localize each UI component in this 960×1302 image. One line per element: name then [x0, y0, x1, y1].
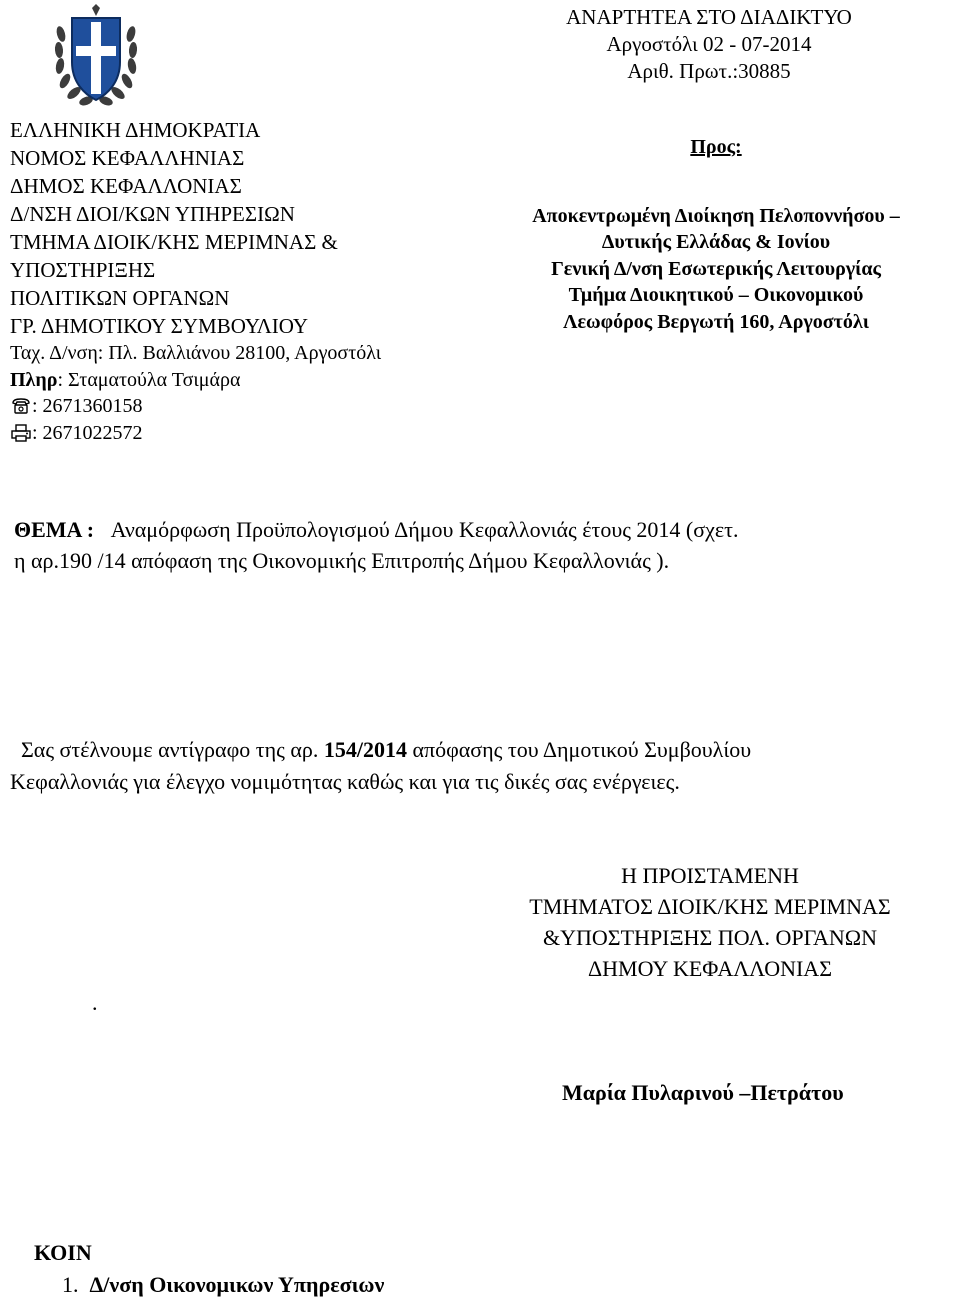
fax-icon	[10, 424, 32, 442]
document-date: Αργοστόλι 02 - 07-2014	[606, 32, 812, 56]
sender-line: ΔΗΜΟΣ ΚΕΦΑΛΛΟΝΙΑΣ	[10, 174, 242, 198]
phone-number: : 2671360158	[32, 395, 143, 417]
body-text-start: Σας στέλνουμε αντίγραφο της αρ.	[21, 737, 319, 762]
body-line-2: Κεφαλλονιάς για έλεγχο νομιμότητας καθώς και για τις δικές σας ενέργειες.	[10, 769, 680, 794]
decision-number: 154/2014	[323, 737, 407, 762]
subject-label: ΘΕΜΑ :	[14, 517, 95, 542]
signature-block	[478, 860, 942, 984]
recipient-block	[490, 134, 942, 335]
subject-text-2: η αρ.190 /14 απόφαση της Οικονομικής Επιτροπής Δήμου Κεφαλλονιάς ).	[14, 548, 670, 573]
sender-line: Δ/ΝΣΗ ΔΙΟΙ/ΚΩΝ ΥΠΗΡΕΣΙΩΝ	[10, 202, 295, 226]
sender-address: Ταχ. Δ/νση: Πλ. Βαλλιάνου 28100, Αργοστόλι	[10, 342, 382, 364]
protocol-number: Αριθ. Πρωτ.:30885	[627, 59, 791, 83]
sender-block	[10, 116, 381, 446]
sender-line: ΥΠΟΣΤΗΡΙΞΗΣ	[10, 258, 156, 282]
sender-line: ΕΛΛΗΝΙΚΗ ΔΗΜΟΚΡΑΤΙΑ	[10, 118, 261, 142]
body-line-1	[10, 734, 751, 766]
separator-dot: .	[92, 990, 98, 1015]
recipient-line: Λεωφόρος Βεργωτή 160, Αργοστόλι	[563, 310, 869, 333]
recipient-heading: Προς:	[690, 136, 742, 158]
subject-block	[14, 514, 738, 576]
publication-header	[524, 4, 894, 85]
sender-line: ΝΟΜΟΣ ΚΕΦΑΛΛΗΝΙΑΣ	[10, 146, 245, 170]
distribution-item-number: 1.	[62, 1272, 79, 1297]
sender-line: ΤΜΗΜΑ ΔΙΟΙΚ/ΚΗΣ ΜΕΡΙΜΝΑΣ &	[10, 230, 338, 254]
signer-name: Μαρία Πυλαρινού –Πετράτου	[562, 1080, 844, 1105]
recipient-line: Αποκεντρωμένη Διοίκηση Πελοποννήσου –	[532, 204, 900, 227]
sender-line: ΓΡ. ΔΗΜΟΤΙΚΟΥ ΣΥΜΒΟΥΛΙΟΥ	[10, 314, 309, 338]
letter-body	[10, 734, 751, 798]
recipient-line: Τμήμα Διοικητικού – Οικονομικού	[568, 284, 864, 306]
subject-text-1: Αναμόρφωση Προϋπολογισμού Δήμου Κεφαλλονιάς έτους 2014 (σχετ.	[110, 517, 739, 542]
sender-contact	[10, 367, 381, 394]
signature-title-line: ΔΗΜΟΥ ΚΕΦΑΛΛΟΝΙΑΣ	[588, 956, 832, 981]
fax-number: : 2671022572	[32, 421, 143, 444]
subject-line-1	[14, 514, 738, 545]
publish-online-note: ΑΝΑΡΤΗΤΕΑ ΣΤΟ ΔΙΑΔΙΚΤΥΟ	[566, 5, 852, 29]
telephone-icon	[10, 397, 32, 415]
recipient-line: Γενική Δ/νση Εσωτερικής Λειτουργίας	[551, 257, 881, 280]
contact-name: : Σταματούλα Τσιμάρα	[57, 368, 241, 391]
distribution-heading: ΚΟΙΝ	[34, 1240, 92, 1265]
recipient-line: Δυτικής Ελλάδας & Ιονίου	[601, 231, 831, 253]
greek-coat-of-arms-icon	[52, 4, 140, 114]
sender-fax	[10, 420, 381, 447]
signature-title-line: Η ΠΡΟΙΣΤΑΜΕΝΗ	[621, 863, 799, 888]
sender-phone	[10, 393, 381, 420]
body-text-end: απόφασης του Δημοτικού Συμβουλίου	[412, 737, 752, 762]
distribution-item	[62, 1270, 384, 1300]
sender-line: ΠΟΛΙΤΙΚΩΝ ΟΡΓΑΝΩΝ	[10, 286, 230, 310]
signature-title-line: &ΥΠΟΣΤΗΡΙΞΗΣ ΠΟΛ. ΟΡΓΑΝΩΝ	[543, 925, 877, 950]
distribution-item-text: Δ/νση Οικονομικων Υπηρεσιων	[89, 1272, 385, 1297]
contact-label: Πληρ	[10, 368, 58, 391]
signature-title-line: ΤΜΗΜΑΤΟΣ ΔΙΟΙΚ/ΚΗΣ ΜΕΡΙΜΝΑΣ	[529, 894, 891, 919]
